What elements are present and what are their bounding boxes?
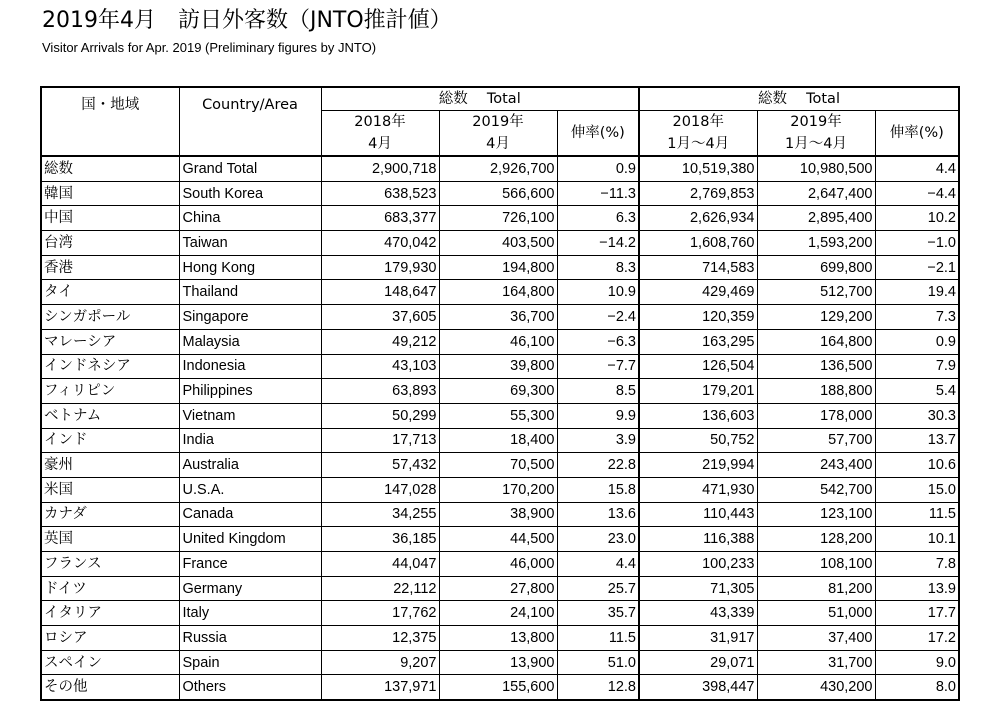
row-value-2019-apr: 27,800	[439, 576, 557, 601]
row-growth-ytd: −1.0	[875, 231, 959, 256]
row-value-2018-ytd: 429,469	[639, 280, 757, 305]
header-2018-ytd-year: 2018年	[639, 111, 757, 134]
row-growth-apr: 12.8	[557, 675, 639, 700]
table-row	[41, 255, 959, 280]
row-region-jp: 中国	[41, 206, 179, 231]
row-region-en: Singapore	[179, 305, 321, 330]
row-value-2018-ytd: 116,388	[639, 527, 757, 552]
row-growth-apr: 9.9	[557, 403, 639, 428]
row-value-2019-apr: 36,700	[439, 305, 557, 330]
row-value-2018-apr: 17,713	[321, 428, 439, 453]
header-group-ytd: 総数 Total	[639, 87, 959, 111]
row-region-en: Canada	[179, 502, 321, 527]
row-growth-apr: −14.2	[557, 231, 639, 256]
row-value-2018-ytd: 136,603	[639, 403, 757, 428]
row-growth-ytd: 0.9	[875, 329, 959, 354]
row-value-2018-apr: 9,207	[321, 650, 439, 675]
row-growth-ytd: −4.4	[875, 181, 959, 206]
row-growth-ytd: 8.0	[875, 675, 959, 700]
row-value-2018-ytd: 120,359	[639, 305, 757, 330]
row-region-jp: フランス	[41, 552, 179, 577]
row-growth-ytd: 4.4	[875, 156, 959, 181]
row-value-2018-apr: 34,255	[321, 502, 439, 527]
row-growth-ytd: 10.1	[875, 527, 959, 552]
row-value-2019-ytd: 243,400	[757, 453, 875, 478]
row-region-jp: イタリア	[41, 601, 179, 626]
row-value-2019-ytd: 512,700	[757, 280, 875, 305]
table-row	[41, 428, 959, 453]
row-value-2019-apr: 44,500	[439, 527, 557, 552]
row-growth-ytd: 9.0	[875, 650, 959, 675]
row-region-en: Spain	[179, 650, 321, 675]
row-growth-ytd: 15.0	[875, 477, 959, 502]
row-value-2019-apr: 403,500	[439, 231, 557, 256]
row-value-2019-ytd: 51,000	[757, 601, 875, 626]
header-2019-ytd-year: 2019年	[757, 111, 875, 134]
row-value-2018-apr: 683,377	[321, 206, 439, 231]
row-growth-ytd: 17.2	[875, 626, 959, 651]
row-value-2018-ytd: 10,519,380	[639, 156, 757, 181]
row-growth-apr: 22.8	[557, 453, 639, 478]
table-row	[41, 552, 959, 577]
row-region-jp: 米国	[41, 477, 179, 502]
table-row	[41, 502, 959, 527]
row-growth-apr: 6.3	[557, 206, 639, 231]
row-value-2019-apr: 38,900	[439, 502, 557, 527]
row-region-jp: 韓国	[41, 181, 179, 206]
row-value-2018-ytd: 31,917	[639, 626, 757, 651]
row-region-jp: インド	[41, 428, 179, 453]
row-value-2019-ytd: 178,000	[757, 403, 875, 428]
header-2018-year: 2018年	[321, 111, 439, 134]
row-value-2019-ytd: 699,800	[757, 255, 875, 280]
table-body	[41, 156, 959, 700]
row-growth-ytd: 7.9	[875, 354, 959, 379]
table-row	[41, 650, 959, 675]
row-value-2019-apr: 13,900	[439, 650, 557, 675]
table-row	[41, 601, 959, 626]
row-region-en: Vietnam	[179, 403, 321, 428]
row-growth-ytd: 7.3	[875, 305, 959, 330]
row-region-jp: ベトナム	[41, 403, 179, 428]
row-value-2018-ytd: 219,994	[639, 453, 757, 478]
header-2019-ytd-range: 1月～4月	[757, 133, 875, 156]
row-value-2019-ytd: 108,100	[757, 552, 875, 577]
row-region-en: United Kingdom	[179, 527, 321, 552]
row-region-en: France	[179, 552, 321, 577]
row-region-jp: カナダ	[41, 502, 179, 527]
row-region-en: China	[179, 206, 321, 231]
table-row	[41, 181, 959, 206]
header-growth-ytd: 伸率(%)	[875, 111, 959, 157]
row-region-jp: 台湾	[41, 231, 179, 256]
row-value-2019-ytd: 37,400	[757, 626, 875, 651]
row-value-2019-ytd: 2,895,400	[757, 206, 875, 231]
row-value-2018-ytd: 29,071	[639, 650, 757, 675]
row-region-jp: 香港	[41, 255, 179, 280]
row-value-2018-apr: 50,299	[321, 403, 439, 428]
row-value-2019-apr: 2,926,700	[439, 156, 557, 181]
table-row	[41, 626, 959, 651]
table-row	[41, 354, 959, 379]
row-region-jp: フィリピン	[41, 379, 179, 404]
row-region-en: Philippines	[179, 379, 321, 404]
row-value-2018-apr: 17,762	[321, 601, 439, 626]
row-value-2019-apr: 69,300	[439, 379, 557, 404]
row-region-en: Hong Kong	[179, 255, 321, 280]
row-value-2019-ytd: 31,700	[757, 650, 875, 675]
row-value-2019-ytd: 129,200	[757, 305, 875, 330]
header-2019-month: 4月	[439, 133, 557, 156]
row-value-2018-ytd: 179,201	[639, 379, 757, 404]
row-value-2019-apr: 70,500	[439, 453, 557, 478]
row-value-2018-apr: 43,103	[321, 354, 439, 379]
row-value-2019-apr: 46,100	[439, 329, 557, 354]
row-value-2018-apr: 148,647	[321, 280, 439, 305]
row-value-2018-apr: 22,112	[321, 576, 439, 601]
row-value-2018-ytd: 714,583	[639, 255, 757, 280]
row-growth-apr: 23.0	[557, 527, 639, 552]
table-row	[41, 231, 959, 256]
row-region-en: Taiwan	[179, 231, 321, 256]
row-value-2018-ytd: 126,504	[639, 354, 757, 379]
row-value-2018-ytd: 471,930	[639, 477, 757, 502]
row-growth-apr: 10.9	[557, 280, 639, 305]
row-value-2018-ytd: 1,608,760	[639, 231, 757, 256]
row-value-2019-apr: 726,100	[439, 206, 557, 231]
row-value-2018-apr: 638,523	[321, 181, 439, 206]
row-growth-ytd: 7.8	[875, 552, 959, 577]
row-region-en: Grand Total	[179, 156, 321, 181]
row-growth-apr: 15.8	[557, 477, 639, 502]
row-value-2018-apr: 147,028	[321, 477, 439, 502]
row-region-en: Others	[179, 675, 321, 700]
row-growth-apr: −7.7	[557, 354, 639, 379]
table-row	[41, 156, 959, 181]
row-growth-apr: 4.4	[557, 552, 639, 577]
row-value-2019-apr: 155,600	[439, 675, 557, 700]
row-value-2019-ytd: 430,200	[757, 675, 875, 700]
row-growth-apr: −6.3	[557, 329, 639, 354]
row-value-2018-ytd: 398,447	[639, 675, 757, 700]
row-growth-apr: 13.6	[557, 502, 639, 527]
row-value-2019-apr: 18,400	[439, 428, 557, 453]
row-growth-ytd: 5.4	[875, 379, 959, 404]
row-value-2019-apr: 46,000	[439, 552, 557, 577]
row-value-2019-ytd: 123,100	[757, 502, 875, 527]
row-growth-apr: −11.3	[557, 181, 639, 206]
row-region-jp: インドネシア	[41, 354, 179, 379]
row-region-en: Germany	[179, 576, 321, 601]
row-value-2019-ytd: 2,647,400	[757, 181, 875, 206]
row-growth-ytd: 19.4	[875, 280, 959, 305]
header-growth: 伸率(%)	[557, 111, 639, 157]
row-value-2018-apr: 2,900,718	[321, 156, 439, 181]
row-growth-apr: 25.7	[557, 576, 639, 601]
table-header	[41, 87, 959, 156]
row-region-jp: 総数	[41, 156, 179, 181]
row-region-jp: ドイツ	[41, 576, 179, 601]
header-2018-month: 4月	[321, 133, 439, 156]
table-row	[41, 305, 959, 330]
row-growth-apr: 8.3	[557, 255, 639, 280]
table-row	[41, 206, 959, 231]
row-region-jp: スペイン	[41, 650, 179, 675]
row-value-2019-ytd: 57,700	[757, 428, 875, 453]
row-value-2018-ytd: 2,626,934	[639, 206, 757, 231]
row-value-2018-ytd: 100,233	[639, 552, 757, 577]
row-region-jp: 英国	[41, 527, 179, 552]
header-region-jp: 国・地域	[41, 87, 179, 156]
visitor-arrivals-table	[40, 86, 960, 701]
table-row	[41, 527, 959, 552]
row-value-2019-apr: 13,800	[439, 626, 557, 651]
row-region-en: Italy	[179, 601, 321, 626]
table-row	[41, 403, 959, 428]
row-growth-apr: 35.7	[557, 601, 639, 626]
page-title: 2019年4月 訪日外客数（JNTO推計値）	[42, 8, 452, 33]
row-growth-ytd: 17.7	[875, 601, 959, 626]
header-region-en: Country/Area	[179, 87, 321, 156]
row-value-2018-apr: 49,212	[321, 329, 439, 354]
row-growth-ytd: 13.7	[875, 428, 959, 453]
table-row	[41, 576, 959, 601]
row-growth-apr: 3.9	[557, 428, 639, 453]
row-growth-ytd: 30.3	[875, 403, 959, 428]
row-value-2018-apr: 44,047	[321, 552, 439, 577]
row-region-en: South Korea	[179, 181, 321, 206]
row-value-2018-apr: 137,971	[321, 675, 439, 700]
row-region-en: Australia	[179, 453, 321, 478]
row-region-en: Malaysia	[179, 329, 321, 354]
row-region-jp: マレーシア	[41, 329, 179, 354]
row-value-2018-apr: 63,893	[321, 379, 439, 404]
page-subtitle: Visitor Arrivals for Apr. 2019 (Preliminary figures by JNTO)	[42, 40, 377, 55]
row-value-2019-apr: 194,800	[439, 255, 557, 280]
table-row	[41, 675, 959, 700]
row-value-2019-apr: 164,800	[439, 280, 557, 305]
header-group-month: 総数 Total	[321, 87, 639, 111]
table-row	[41, 329, 959, 354]
row-growth-ytd: 10.6	[875, 453, 959, 478]
row-value-2019-apr: 566,600	[439, 181, 557, 206]
row-region-en: Russia	[179, 626, 321, 651]
row-value-2018-ytd: 110,443	[639, 502, 757, 527]
row-value-2018-apr: 179,930	[321, 255, 439, 280]
row-value-2019-ytd: 1,593,200	[757, 231, 875, 256]
row-growth-ytd: 11.5	[875, 502, 959, 527]
row-value-2018-ytd: 163,295	[639, 329, 757, 354]
row-region-jp: シンガポール	[41, 305, 179, 330]
row-value-2018-ytd: 71,305	[639, 576, 757, 601]
row-value-2019-apr: 24,100	[439, 601, 557, 626]
row-value-2018-apr: 12,375	[321, 626, 439, 651]
header-2019-year: 2019年	[439, 111, 557, 134]
row-value-2018-apr: 470,042	[321, 231, 439, 256]
row-growth-apr: 8.5	[557, 379, 639, 404]
row-region-jp: タイ	[41, 280, 179, 305]
row-growth-ytd: 13.9	[875, 576, 959, 601]
row-region-jp: 豪州	[41, 453, 179, 478]
row-value-2019-ytd: 81,200	[757, 576, 875, 601]
table-row	[41, 280, 959, 305]
row-value-2019-ytd: 188,800	[757, 379, 875, 404]
row-growth-apr: −2.4	[557, 305, 639, 330]
row-value-2019-ytd: 136,500	[757, 354, 875, 379]
row-value-2019-apr: 55,300	[439, 403, 557, 428]
row-value-2018-apr: 57,432	[321, 453, 439, 478]
row-region-en: Indonesia	[179, 354, 321, 379]
row-growth-ytd: 10.2	[875, 206, 959, 231]
row-value-2019-ytd: 10,980,500	[757, 156, 875, 181]
row-value-2018-apr: 37,605	[321, 305, 439, 330]
row-region-jp: その他	[41, 675, 179, 700]
row-growth-ytd: −2.1	[875, 255, 959, 280]
row-value-2018-ytd: 2,769,853	[639, 181, 757, 206]
row-value-2019-ytd: 128,200	[757, 527, 875, 552]
row-growth-apr: 51.0	[557, 650, 639, 675]
row-growth-apr: 0.9	[557, 156, 639, 181]
header-2018-ytd-range: 1月～4月	[639, 133, 757, 156]
row-value-2019-ytd: 164,800	[757, 329, 875, 354]
row-region-en: India	[179, 428, 321, 453]
row-value-2019-apr: 39,800	[439, 354, 557, 379]
table-row	[41, 379, 959, 404]
row-growth-apr: 11.5	[557, 626, 639, 651]
table-row	[41, 477, 959, 502]
row-region-en: Thailand	[179, 280, 321, 305]
row-value-2018-ytd: 43,339	[639, 601, 757, 626]
table-row	[41, 453, 959, 478]
row-region-jp: ロシア	[41, 626, 179, 651]
row-value-2019-apr: 170,200	[439, 477, 557, 502]
row-value-2018-ytd: 50,752	[639, 428, 757, 453]
row-value-2019-ytd: 542,700	[757, 477, 875, 502]
row-region-en: U.S.A.	[179, 477, 321, 502]
row-value-2018-apr: 36,185	[321, 527, 439, 552]
